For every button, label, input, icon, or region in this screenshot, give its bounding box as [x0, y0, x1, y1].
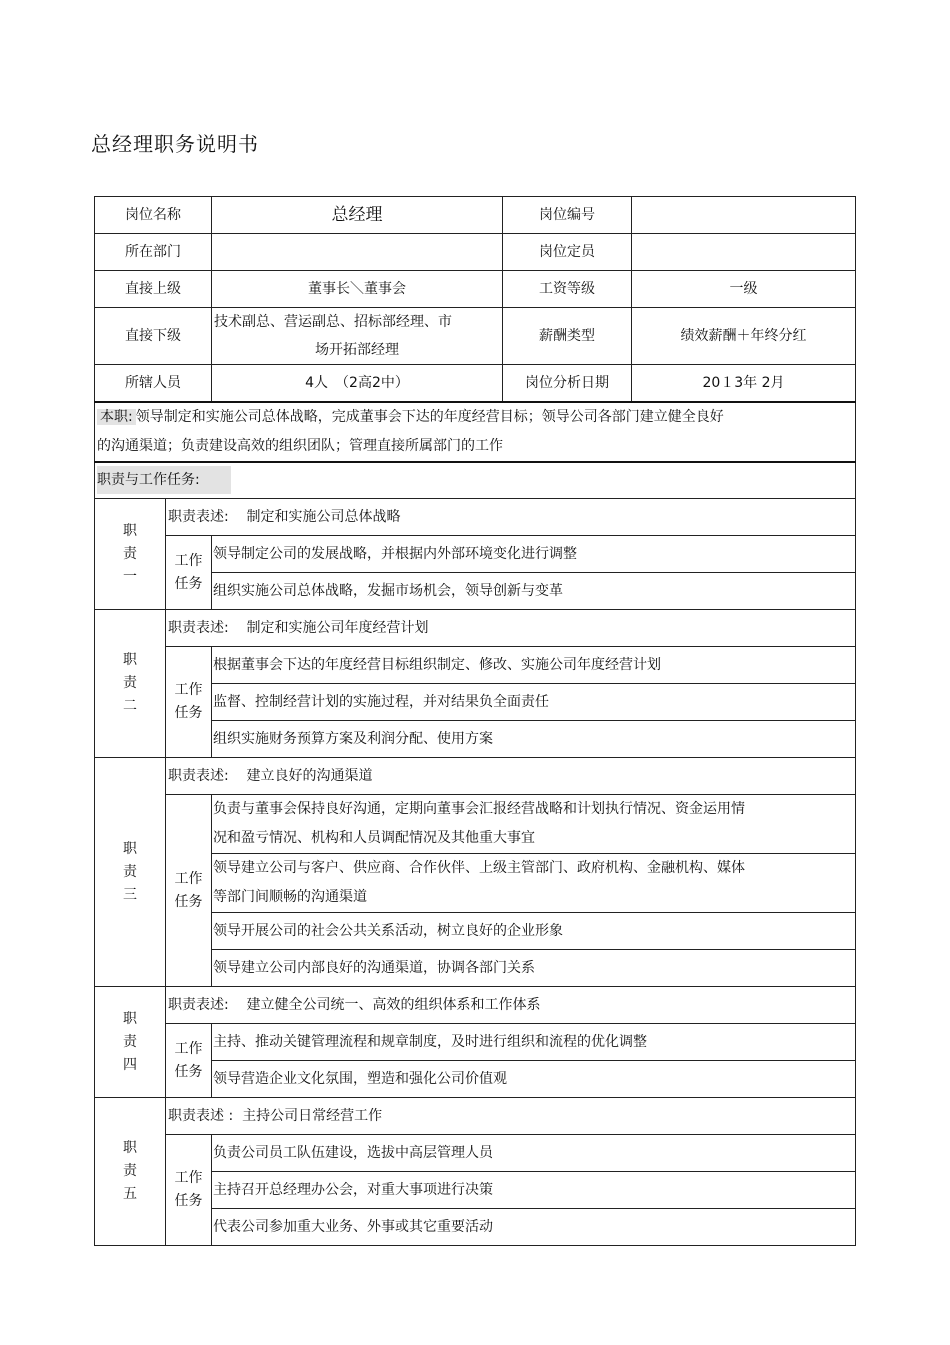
duty-5-task-1: 负责公司员工队伍建设，选拔中高层管理人员 — [212, 1135, 856, 1172]
label-headcount: 岗位定员 — [503, 234, 632, 271]
duty-4-task-row — [95, 1024, 856, 1061]
duty-3-task-row — [95, 795, 856, 854]
duty-2-desc: 职责表述: 制定和实施公司年度经营计划 — [166, 610, 856, 647]
duty-2-task-3: 组织实施财务预算方案及利润分配、使用方案 — [212, 721, 856, 758]
duty-1-task-2: 组织实施公司总体战略，发掘市场机会，领导创新与变革 — [212, 573, 856, 610]
label-pay-type: 薪酬类型 — [503, 308, 632, 365]
info-row-department — [95, 234, 856, 271]
value-subordinates-line1: 技术副总、营运副总、招标部经理、市 — [214, 314, 452, 330]
label-position-code: 岗位编号 — [503, 197, 632, 234]
duties-header-row — [95, 462, 856, 499]
value-salary-grade: 一级 — [632, 271, 856, 308]
benzhi-label: 本职: — [97, 409, 136, 425]
value-analysis-date: 20１3年 2月 — [632, 365, 856, 402]
info-row-superior — [95, 271, 856, 308]
duty-3-label: 职 责 三 — [95, 758, 166, 987]
duty-5-task-3: 代表公司参加重大业务、外事或其它重要活动 — [212, 1209, 856, 1246]
duty-4-task-1: 主持、推动关键管理流程和规章制度，及时进行组织和流程的优化调整 — [212, 1024, 856, 1061]
benzhi-line2: 的沟通渠道；负责建设高效的组织团队；管理直接所属部门的工作 — [97, 437, 503, 454]
duty-4-label: 职 责 四 — [95, 987, 166, 1098]
info-row-subordinates — [95, 308, 856, 365]
duty-3-task-4: 领导建立公司内部良好的沟通渠道，协调各部门关系 — [212, 950, 856, 987]
duty-2-desc-row — [95, 610, 856, 647]
duty-2-task-row — [95, 647, 856, 684]
duty-1-task-label: 工作 任务 — [166, 536, 212, 610]
benzhi-line1: 领导制定和实施公司总体战略，完成董事会下达的年度经营目标；领导公司各部门建立健全良好 — [135, 408, 724, 425]
duty-5-desc-row — [95, 1098, 856, 1135]
info-row-position-name — [95, 197, 856, 234]
duty-1-task-row — [95, 536, 856, 573]
duty-5-task-row — [95, 1135, 856, 1172]
value-subordinates — [212, 308, 503, 365]
label-analysis-date: 岗位分析日期 — [503, 365, 632, 402]
value-headcount — [632, 234, 856, 271]
duty-3-task-label: 工作 任务 — [166, 795, 212, 987]
benzhi-cell — [95, 402, 856, 462]
value-subordinates-line2: 场开拓部经理 — [315, 342, 399, 358]
info-row-staff — [95, 365, 856, 402]
value-position-name: 总经理 — [212, 197, 503, 234]
duty-1-desc-row — [95, 499, 856, 536]
label-salary-grade: 工资等级 — [503, 271, 632, 308]
duty-3-desc-row — [95, 758, 856, 795]
duty-3-task-1: 负责与董事会保持良好沟通，定期向董事会汇报经营战略和计划执行情况、资金运用情 况和盈亏情况、机构和人员调配情况及其他重大事宜 — [212, 795, 856, 854]
duty-4-desc-row — [95, 987, 856, 1024]
value-superior: 董事长＼董事会 — [212, 271, 503, 308]
duty-4-task-label: 工作 任务 — [166, 1024, 212, 1098]
label-subordinates: 直接下级 — [95, 308, 212, 365]
duty-4-desc: 职责表述: 建立健全公司统一、高效的组织体系和工作体系 — [166, 987, 856, 1024]
value-department — [212, 234, 503, 271]
duty-3-desc: 职责表述: 建立良好的沟通渠道 — [166, 758, 856, 795]
duty-3-task-3: 领导开展公司的社会公共关系活动，树立良好的企业形象 — [212, 913, 856, 950]
duty-5-task-label: 工作 任务 — [166, 1135, 212, 1246]
duty-2-task-2: 监督、控制经营计划的实施过程，并对结果负全面责任 — [212, 684, 856, 721]
value-pay-type: 绩效薪酬＋年终分红 — [632, 308, 856, 365]
label-superior: 直接上级 — [95, 271, 212, 308]
duty-4-task-2: 领导营造企业文化氛围，塑造和强化公司价值观 — [212, 1061, 856, 1098]
duty-5-desc: 职责表述 : 主持公司日常经营工作 — [166, 1098, 856, 1135]
duty-2-task-1: 根据董事会下达的年度经营目标组织制定、修改、实施公司年度经营计划 — [212, 647, 856, 684]
duty-1-label: 职 责 一 — [95, 499, 166, 610]
duties-header: 职责与工作任务: — [97, 466, 231, 494]
value-staff: 4人 （2高2中） — [212, 365, 503, 402]
page-title: 总经理职务说明书 — [91, 132, 259, 156]
duty-5-task-2: 主持召开总经理办公会，对重大事项进行决策 — [212, 1172, 856, 1209]
label-position-name: 岗位名称 — [95, 197, 212, 234]
label-department: 所在部门 — [95, 234, 212, 271]
label-staff: 所辖人员 — [95, 365, 212, 402]
job-description-table — [94, 196, 856, 1246]
duty-1-task-1: 领导制定公司的发展战略，并根据内外部环境变化进行调整 — [212, 536, 856, 573]
benzhi-row — [95, 402, 856, 462]
duty-2-task-label: 工作 任务 — [166, 647, 212, 758]
duty-1-desc: 职责表述: 制定和实施公司总体战略 — [166, 499, 856, 536]
duty-3-task-2: 领导建立公司与客户、供应商、合作伙伴、上级主管部门、政府机构、金融机构、媒体 等部门间顺畅的沟通渠道 — [212, 854, 856, 913]
duties-header-cell — [95, 462, 856, 499]
duty-5-label: 职 责 五 — [95, 1098, 166, 1246]
value-position-code — [632, 197, 856, 234]
duty-2-label: 职 责 二 — [95, 610, 166, 758]
